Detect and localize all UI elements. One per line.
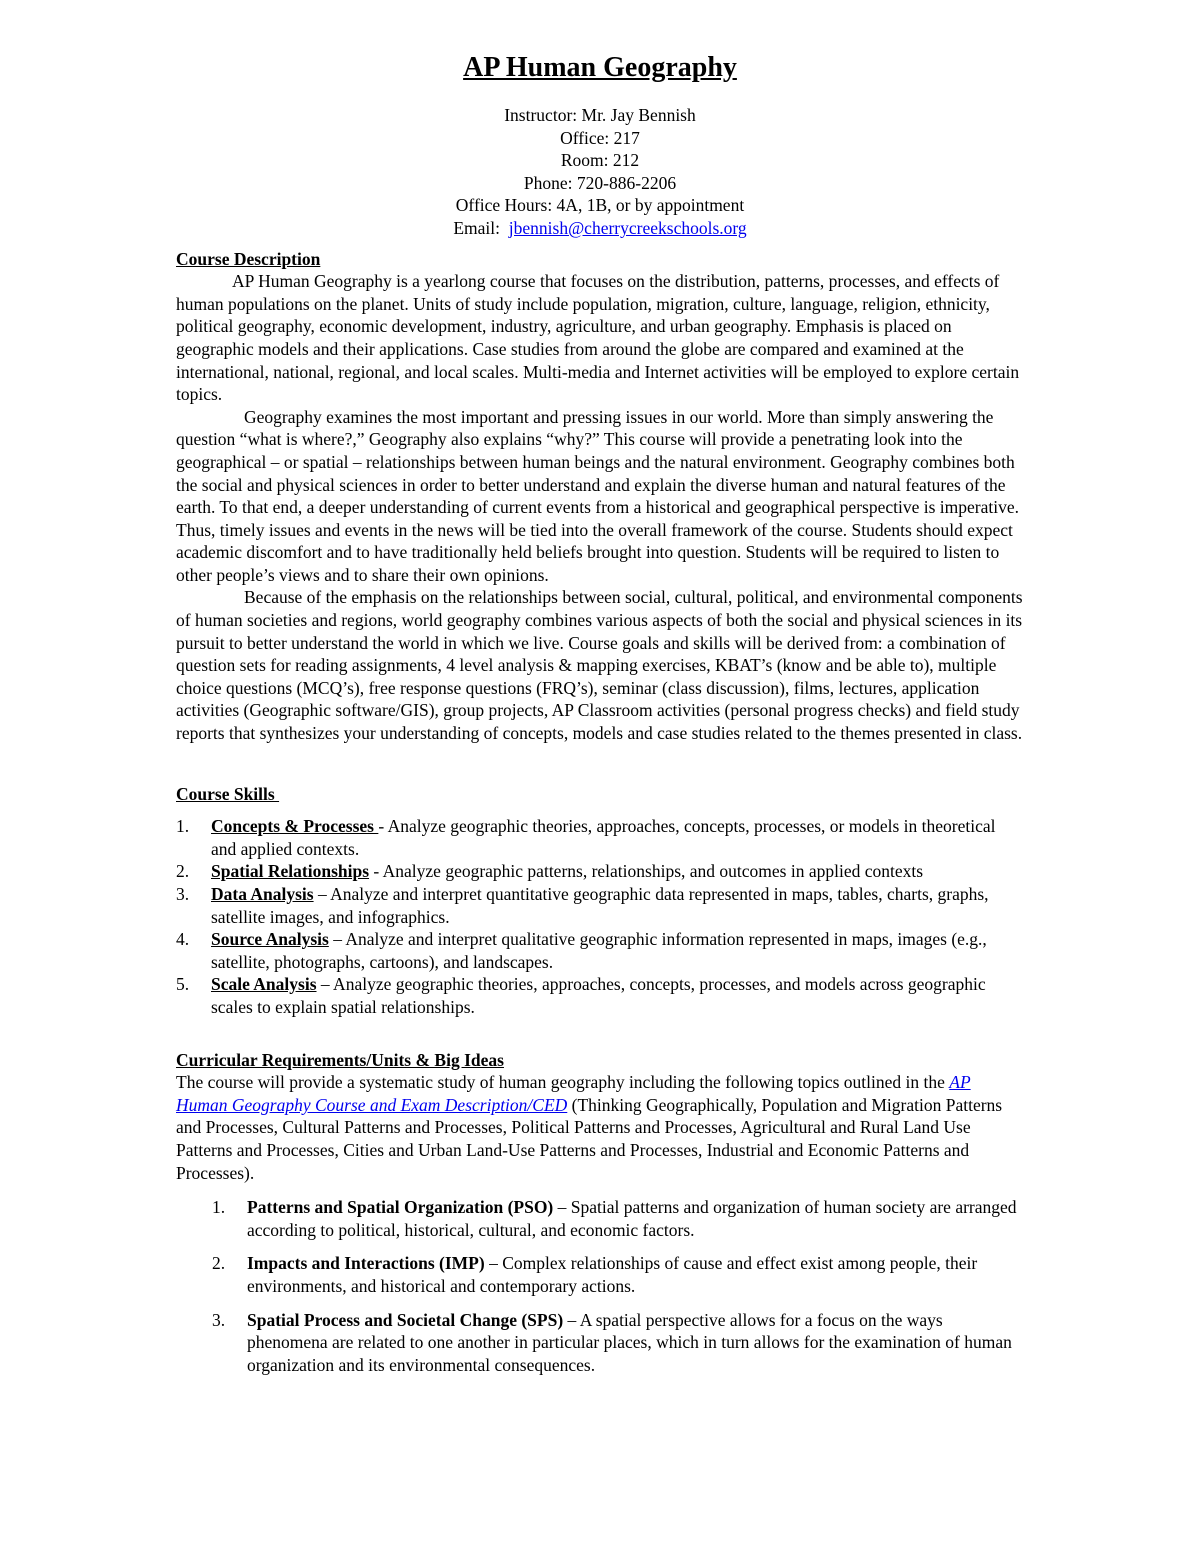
skill-number: 5. [176, 974, 190, 995]
page-title: AP Human Geography [463, 52, 737, 83]
email-label: Email: [453, 217, 509, 238]
ced-link[interactable]: AP Human Geography Course and Exam Description/CED [176, 1072, 971, 1115]
skill-number: 3. [176, 884, 190, 904]
skill-item [176, 973, 1024, 1018]
skill-term: Concepts & Processes [211, 816, 379, 837]
office-hours-line: Office Hours: 4A, 1B, or by appointment [455, 195, 745, 216]
skill-term: Data Analysis [211, 884, 314, 904]
skill-number: 4. [176, 929, 190, 950]
big-idea-term: Spatial Process and Societal Change (SPS) [247, 1309, 564, 1330]
email-line [176, 217, 1024, 240]
instructor-line: Instructor: Mr. Jay Bennish [504, 105, 696, 125]
big-idea-text: – Complex relationships of cause and effect exist among people, their environments, and historical and contemporary actions. [247, 1253, 978, 1296]
contact-block [176, 104, 1024, 240]
skill-item [176, 815, 1024, 860]
big-ideas-list [176, 1196, 1024, 1376]
description-paragraph-1: AP Human Geography is a yearlong course that focuses on the distribution, patterns, processes, and effects of human populations on the planet. Units of study include population, migration, culture, language, religion, ethnicity, political geography, economic development, industry, agriculture, and urban geography. Emphasis is placed on geographic models and their applications. Case studies from around the globe are compared and examined at the international, national, regional, and local scales. Multi-media and Internet activities will be employed to explore certain topics. [176, 271, 1020, 405]
office-line: Office: 217 [560, 127, 640, 148]
skill-text: - Analyze geographic theories, approaches, concepts, processes, or models in theoretical and applied contexts. [211, 816, 996, 859]
big-idea-item [176, 1309, 1024, 1377]
big-idea-number: 2. [212, 1253, 226, 1274]
course-skills-list [176, 815, 1024, 1018]
skill-term: Scale Analysis [211, 974, 317, 995]
course-skills-heading: Course Skills [176, 783, 280, 804]
skill-text: – Analyze and interpret qualitative geographic information represented in maps, images (e.g., satellite, photographs, cartoons), and landscapes. [211, 929, 987, 972]
big-idea-text: – Spatial patterns and organization of human society are arranged according to political, historical, cultural, and economic factors. [247, 1197, 1017, 1240]
curricular-intro [176, 1071, 1024, 1184]
curricular-heading: Curricular Requirements/Units & Big Ideas [176, 1049, 504, 1070]
skill-item [176, 860, 1024, 883]
skill-term: Source Analysis [211, 929, 329, 950]
curricular-intro-after: (Thinking Geographically, Population and Migration Patterns and Processes, Cultural Patterns and Processes, Political Patterns and Processes, Agricultural and Rural Land Use Patterns and Processes, Cities and Urban Land-Use Patterns and Processes, Industrial and Economic Patterns and Processes). [176, 1094, 1003, 1183]
description-paragraph-3: Because of the emphasis on the relationships between social, cultural, political, and environmental components of human societies and regions, world geography combines various aspects of both the social and physical sciences in its pursuit to better understand the world in which we live. Course goals and skills will be derived from: a combination of question sets for reading assignments, 4 level analysis & mapping exercises, KBAT’s (know and be able to), multiple choice questions (MCQ’s), free response questions (FRQ’s), seminar (class discussion), films, lectures, application activities (Geographic software/GIS), group projects, AP Classroom activities (personal progress checks) and field study reports that synthesizes your understanding of concepts, models and case studies related to the themes presented in class. [176, 587, 1023, 744]
big-idea-item [176, 1252, 1024, 1297]
big-idea-number: 3. [212, 1309, 226, 1330]
big-idea-term: Impacts and Interactions (IMP) [247, 1253, 485, 1274]
skill-text: – Analyze and interpret quantitative geographic data represented in maps, tables, charts, graphs, satellite images, and infographics. [211, 884, 989, 927]
skill-term: Spatial Relationships [211, 861, 370, 882]
syllabus-page [176, 50, 1024, 1387]
skill-item [176, 928, 1024, 973]
course-description-heading: Course Description [176, 248, 321, 269]
big-idea-text: – A spatial perspective allows for a focus on the ways phenomena are related to one another in particular places, which in turn allows for the examination of human organization and its environmental consequences. [247, 1309, 1012, 1375]
phone-line: Phone: 720-886-2206 [523, 172, 677, 193]
skill-text: – Analyze geographic theories, approaches, concepts, processes, and models across geographic scales to explain spatial relationships. [211, 974, 986, 1017]
curricular-intro-before: The course will provide a systematic study of human geography including the following topics outlined in the [176, 1072, 950, 1093]
email-link[interactable]: jbennish@cherrycreekschools.org [508, 217, 747, 238]
skill-number: 2. [176, 861, 190, 882]
description-paragraph-2: Geography examines the most important and pressing issues in our world. More than simply answering the question “what is where?,” Geography also explains “why?” This course will provide a penetrating look into the geographical – or spatial – relationships between human beings and the natural environment. Geography combines both the social and physical sciences in order to better understand and explain the diverse human and natural features of the earth. To that end, a deeper understanding of current events from a historical and geographical perspective is imperative. Thus, timely issues and events in the news will be tied into the overall framework of the course. Students should expect academic discomfort and to have traditionally held beliefs brought into question. Students will be required to listen to other people’s views and to share their own opinions. [176, 406, 1019, 585]
room-line: Room: 212 [560, 150, 640, 171]
big-idea-number: 1. [212, 1197, 226, 1218]
big-idea-item [176, 1196, 1024, 1241]
big-idea-term: Patterns and Spatial Organization (PSO) [247, 1197, 554, 1218]
skill-text: - Analyze geographic patterns, relationships, and outcomes in applied contexts [369, 861, 924, 882]
skill-number: 1. [176, 816, 190, 837]
skill-item [176, 883, 1024, 928]
